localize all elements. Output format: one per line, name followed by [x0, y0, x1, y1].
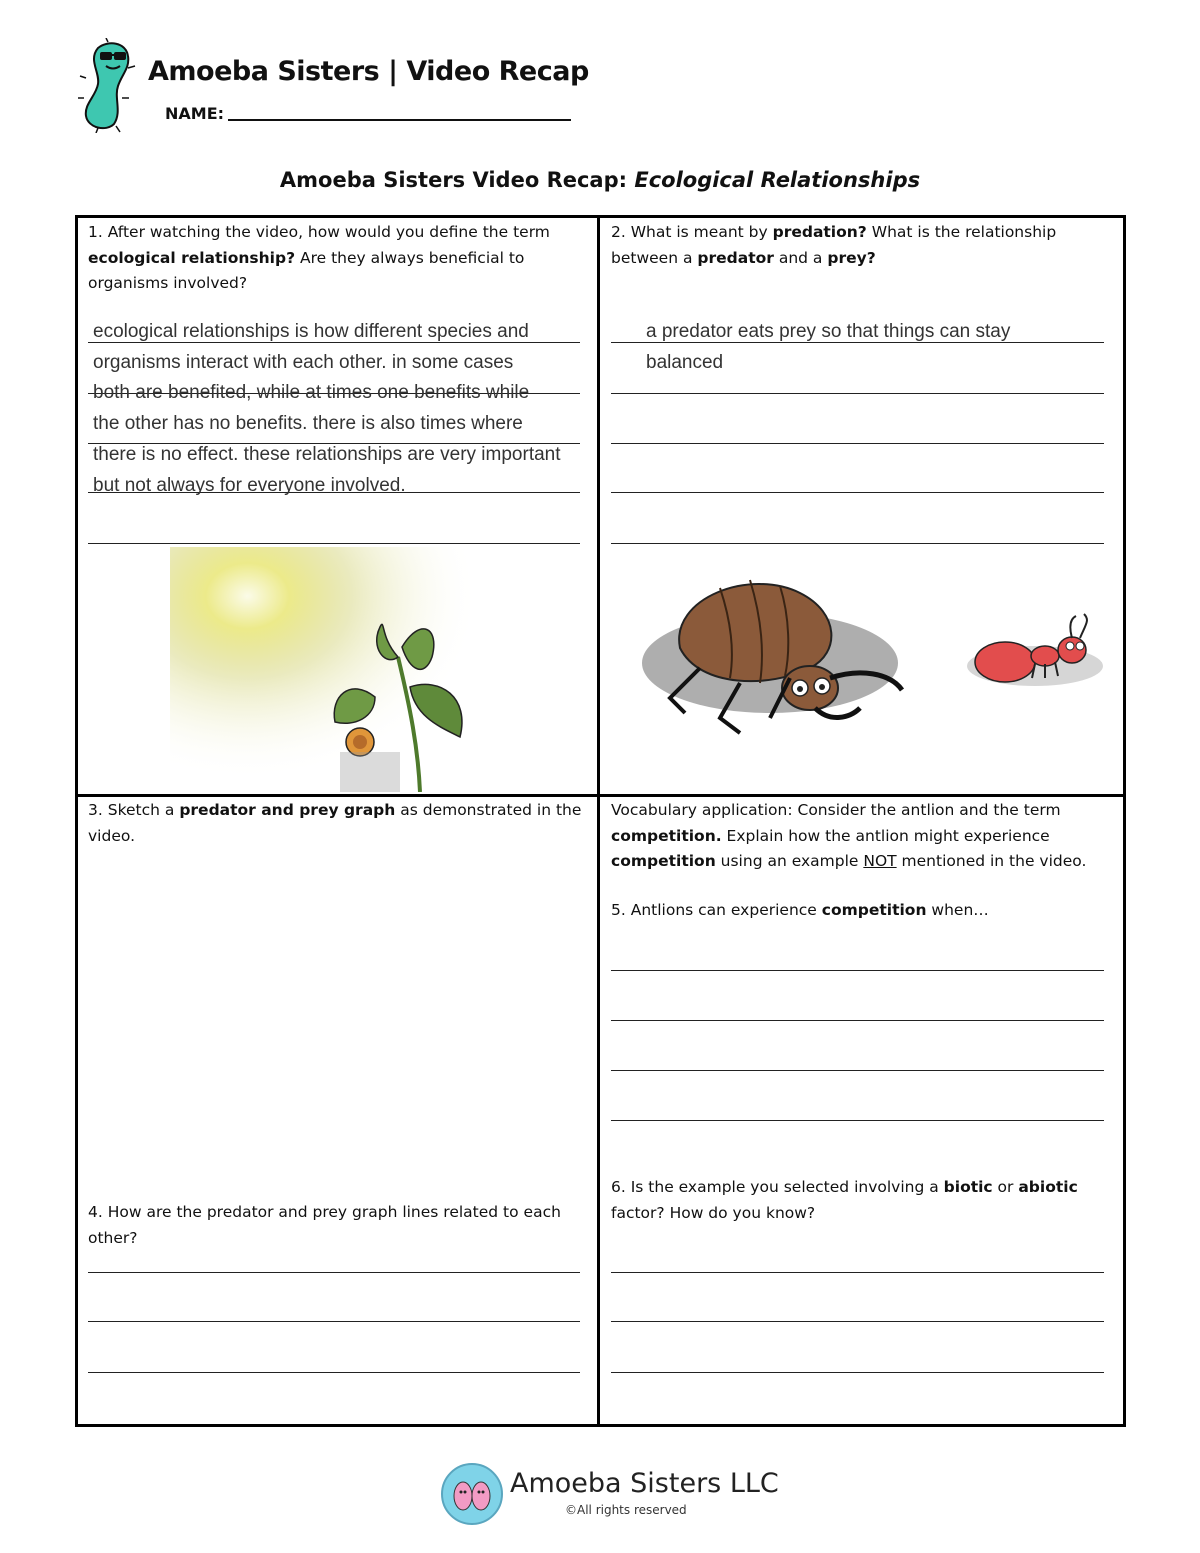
name-field-line[interactable]: [228, 119, 571, 121]
question-5: 5. Antlions can experience competition when…: [611, 901, 989, 919]
question-2: 2. What is meant by predation? What is the relationship between a predator and a prey?: [611, 223, 1057, 267]
q1-answer-line-2: organisms interact with each other. in some cases: [93, 352, 514, 373]
footer-brand: Amoeba Sisters LLC: [510, 1468, 779, 1499]
q1-answer-line-1: ecological relationships is how different species and: [93, 321, 529, 342]
header-title: Amoeba Sisters | Video Recap: [148, 56, 589, 87]
question-1: 1. After watching the video, how would you define the term ecological relationship? Are they always beneficial to organisms involved?: [88, 223, 550, 292]
sun-plant-illustration: [170, 547, 480, 792]
q1-answer-line-6: but not always for everyone involved.: [93, 475, 406, 496]
q2-answer-line-2: balanced: [646, 352, 724, 373]
question-4: 4. How are the predator and prey graph lines related to each other?: [88, 1203, 561, 1247]
document-title: Amoeba Sisters Video Recap: Ecological Relationships: [279, 168, 921, 192]
amoeba-sisters-circle-logo: [440, 1462, 504, 1526]
question-3: 3. Sketch a predator and prey graph as demonstrated in the video.: [88, 801, 582, 845]
antlion-ant-illustration: [640, 558, 1105, 738]
question-6: 6. Is the example you selected involving a biotic or abiotic factor? How do you know?: [611, 1178, 1078, 1222]
name-label: NAME:: [165, 104, 225, 123]
q1-answer-line-4: the other has no benefits. there is also times where: [93, 413, 523, 434]
q3-sketch-area[interactable]: [88, 852, 583, 1192]
q1-answer-line-5: there is no effect. these relationships are very important: [93, 444, 561, 465]
q1-answer-line-3: both are benefited, while at times one benefits while: [93, 382, 530, 403]
q2-answer-line-1: a predator eats prey so that things can stay: [646, 321, 1011, 342]
amoeba-mascot-logo: [78, 38, 148, 133]
vocabulary-application-prompt: Vocabulary application: Consider the antlion and the term competition. Explain how the antlion might experience competition using an example NOT mentioned in the video.: [611, 801, 1087, 870]
grid-horizontal-divider: [75, 794, 1126, 797]
footer-rights: ©All rights reserved: [565, 1503, 687, 1517]
grid-vertical-divider: [597, 215, 600, 1427]
